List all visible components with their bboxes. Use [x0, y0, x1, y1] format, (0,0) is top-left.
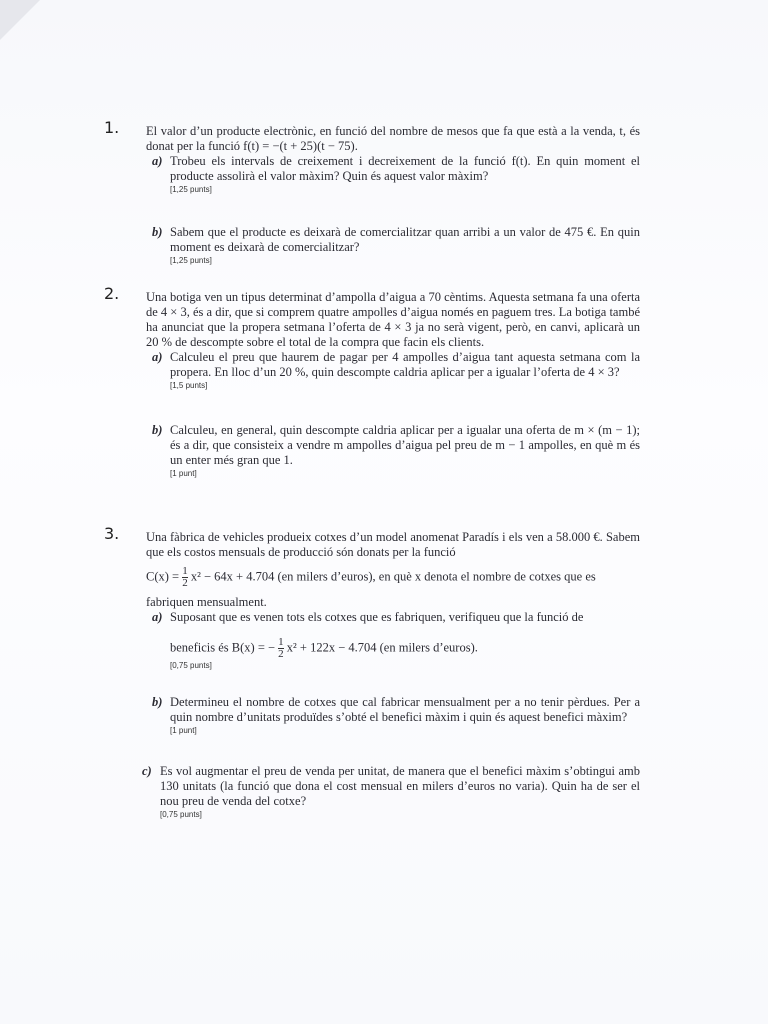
page-corner: [0, 0, 40, 40]
benefit-formula: [170, 637, 640, 660]
cost-rhs: x² − 64x + 4.704 (en milers d’euros), en què x denota el nombre de cotxes que es: [190, 569, 596, 584]
part-text: Calculeu, en general, quin descompte caldria aplicar per a igualar una oferta de m × (m − 1); és a dir, que consisteix a vendre m ampolles d’aigua pel preu de m − 1 ampolles, en què m és un enter més gran que 1.: [170, 423, 640, 467]
part-points: [0,75 punts]: [160, 810, 202, 819]
part-label: b): [152, 423, 163, 437]
benefit-fraction: [278, 637, 284, 660]
part-points: [1,5 punts]: [170, 381, 208, 390]
part-text: Trobeu els intervals de creixement i decreixement de la funció f(t). En quin moment el producte assolirà el valor màxim? Quin és aquest valor màxim?: [170, 154, 640, 183]
exercise-3: [104, 524, 640, 820]
exercise-number: 1.: [104, 118, 120, 137]
part-label: a): [152, 350, 163, 364]
part-b: [130, 423, 640, 479]
part-label: a): [152, 610, 163, 624]
part-points: [1 punt]: [170, 469, 197, 478]
part-text: Determineu el nombre de cotxes que cal fabricar mensualment per a no tenir pèrdues. Per a quin nombre d’unitats produïdes s’obté el benefici màxim i quin és aquest benefici màxim?: [170, 695, 640, 724]
part-points: [1,25 punts]: [170, 256, 212, 265]
part-text: Es vol augmentar el preu de venda per unitat, de manera que el benefici màxim s’obtingui amb 130 unitats (la funció que dona el cost mensual en milers d’euros no varia). Quin ha de ser el nou preu de venda del cotxe?: [160, 764, 640, 808]
part-text: Sabem que el producte es deixarà de comercialitzar quan arribi a un valor de 475 €. En quin moment es deixarà de comercialitzar?: [170, 225, 640, 254]
part-b: [130, 695, 640, 736]
intro-text-end: fabriquen mensualment.: [146, 595, 267, 609]
part-points: [0,75 punts]: [170, 661, 212, 670]
exercise-intro: [130, 530, 640, 610]
exercise-1: [104, 118, 640, 266]
exercise-number: 3.: [104, 524, 120, 543]
part-a: [130, 154, 640, 195]
fraction-denominator: 2: [182, 577, 188, 589]
part-points: [1 punt]: [170, 726, 197, 735]
exercise-2: [104, 284, 640, 479]
part-label: b): [152, 225, 163, 239]
part-c: [120, 764, 640, 820]
part-b: [130, 225, 640, 266]
benefit-rhs: x² + 122x − 4.704 (en milers d’euros).: [286, 640, 478, 655]
benefit-lhs: beneficis és B(x) = −: [170, 640, 276, 655]
cost-fraction: [182, 566, 188, 589]
part-label: b): [152, 695, 163, 709]
exercise-number: 2.: [104, 284, 120, 303]
cost-lhs: C(x) =: [146, 569, 180, 584]
part-points: [1,25 punts]: [170, 185, 212, 194]
fraction-numerator: 1: [278, 636, 284, 648]
exercise-intro: Una botiga ven un tipus determinat d’ampolla d’aigua a 70 cèntims. Aquesta setmana fa una oferta de 4 × 3, és a dir, que si comprem quatre ampolles d’aigua només en paguem tres. La botiga també ha anunciat que la propera setmana l’oferta de 4 × 3 ja no serà vigent, però, en canvi, aplicarà un 20 % de descompte sobre el total de la compra que facin els clients.: [146, 290, 640, 349]
part-text: Suposant que es venen tots els cotxes que es fabriquen, verifiqueu que la funció de: [170, 610, 584, 624]
part-a: [130, 350, 640, 391]
part-a: [130, 610, 640, 671]
intro-text: Una fàbrica de vehicles produeix cotxes d’un model anomenat Paradís i els ven a 58.000 €. Sabem que els costos mensuals de producció són donats per la funció: [146, 530, 640, 559]
fraction-denominator: 2: [278, 648, 284, 660]
part-label: c): [142, 764, 152, 778]
cost-formula: [146, 566, 640, 589]
part-text: Calculeu el preu que haurem de pagar per 4 ampolles d’aigua tant aquesta setmana com la propera. En lloc d’un 20 %, quin descompte caldria aplicar per a igualar l’oferta de 4 × 3?: [170, 350, 640, 379]
fraction-numerator: 1: [182, 565, 188, 577]
exercise-intro: El valor d’un producte electrònic, en funció del nombre de mesos que fa que està a la venda, t, és donat per la funció f(t) = −(t + 25)(t − 75).: [146, 124, 640, 153]
part-label: a): [152, 154, 163, 168]
